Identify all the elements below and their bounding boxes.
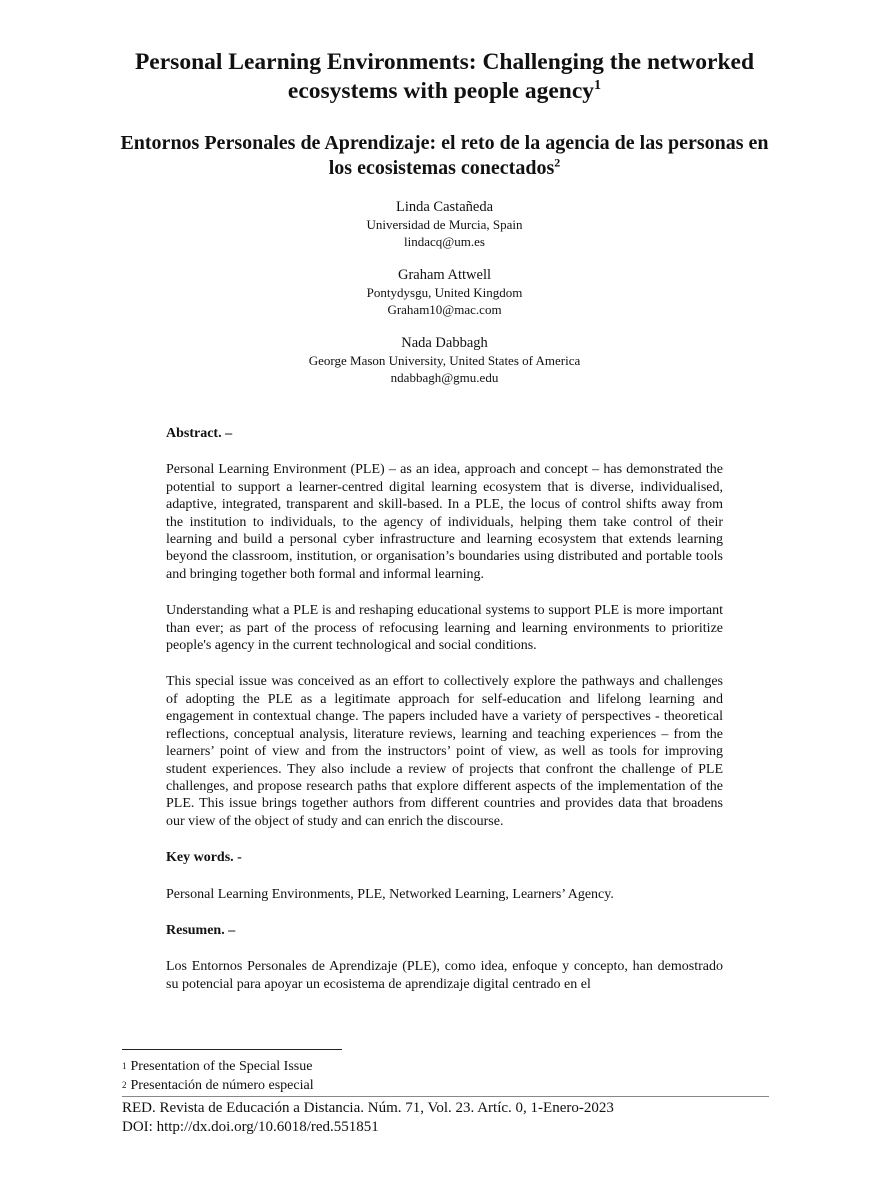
footnote-divider bbox=[122, 1049, 342, 1050]
abstract-heading: Abstract. – bbox=[166, 426, 233, 441]
paper-title bbox=[90, 48, 799, 106]
author-list bbox=[0, 198, 889, 402]
paper-subtitle-text: Entornos Personales de Aprendizaje: el reto de la agencia de las personas en los ecosistemas conectados bbox=[120, 132, 769, 179]
abstract-paragraph: This special issue was conceived as an effort to collectively explore the pathways and challenges of adopting the PLE as a legitimate approach for self-education and lifelong learning and engagement in contextual change. The papers included have a variety of perspectives - theoretical reflections, conceptual analysis, literature reviews, learning and teaching experiences – from the learners’ point of view and from the instructors’ point of view, as well as tools for improving student experiences. They also include a review of projects that confront the challenge of PLE challenges, and propose research paths that explore different aspects of the implementation of the PLE. This issue brings together authors from different countries and provides data that broadens our view of the object of study and can enrich the discourse. bbox=[166, 674, 723, 829]
footnote-text: Presentación de número especial bbox=[130, 1078, 314, 1093]
footer-divider bbox=[122, 1096, 769, 1097]
paper-body bbox=[166, 425, 723, 993]
author-name: Linda Castañeda bbox=[395, 199, 494, 215]
paper-title-text: Personal Learning Environments: Challenging the networked ecosystems with people agency bbox=[134, 49, 755, 104]
author-email: Graham10@mac.com bbox=[387, 302, 502, 317]
author-name: Graham Attwell bbox=[397, 267, 492, 283]
paper-subtitle bbox=[120, 131, 769, 181]
author-email: lindacq@um.es bbox=[404, 234, 485, 249]
footnote-number: 1 bbox=[122, 1061, 127, 1071]
footnote-item bbox=[122, 1057, 314, 1076]
title-footnote-marker: 1 bbox=[594, 77, 602, 94]
author-block bbox=[0, 198, 889, 250]
keywords-heading: Key words. - bbox=[166, 850, 242, 866]
journal-citation: RED. Revista de Educación a Distancia. Núm. 71, Vol. 23. Artíc. 0, 1-Enero-2023 bbox=[122, 1100, 614, 1116]
page-footer bbox=[122, 1099, 614, 1137]
footnotes bbox=[122, 1057, 314, 1095]
author-affiliation: George Mason University, United States of America bbox=[308, 353, 581, 368]
author-block bbox=[0, 334, 889, 386]
author-name: Nada Dabbagh bbox=[401, 335, 488, 351]
author-email: ndabbagh@gmu.edu bbox=[390, 370, 499, 385]
footnote-item bbox=[122, 1076, 314, 1095]
resumen-text: Los Entornos Personales de Aprendizaje (PLE), como idea, enfoque y concepto, han demostrado su potencial para apoyar un ecosistema de aprendizaje digital centrado en el bbox=[166, 959, 723, 992]
abstract-paragraph: Understanding what a PLE is and reshaping educational systems to support PLE is more important than ever; as part of the process of refocusing learning and learning environments to prioritize people's agency in the current technological and social conditions. bbox=[166, 603, 723, 654]
abstract-paragraph: Personal Learning Environment (PLE) – as an idea, approach and concept – has demonstrated the potential to support a learner-centred digital learning ecosystem that is diverse, individualised, adaptive, integrated, transparent and skill-based. In a PLE, the locus of control shifts away from the institution to individuals, to the agency of individuals, helping them take control of their learning and build a personal cyber infrastructure and learning ecosystem that extends learning beyond the classroom, institution, or organisation’s boundaries using distributed and portable tools and bringing together both formal and informal learning. bbox=[166, 462, 723, 582]
footnote-number: 2 bbox=[122, 1080, 127, 1090]
doi-link[interactable]: DOI: http://dx.doi.org/10.6018/red.551851 bbox=[122, 1119, 379, 1135]
keywords-text: Personal Learning Environments, PLE, Networked Learning, Learners’ Agency. bbox=[166, 886, 614, 902]
footnote-text: Presentation of the Special Issue bbox=[130, 1059, 313, 1074]
subtitle-footnote-marker: 2 bbox=[554, 155, 561, 170]
author-affiliation: Pontydysgu, United Kingdom bbox=[366, 285, 523, 300]
author-block bbox=[0, 266, 889, 318]
author-affiliation: Universidad de Murcia, Spain bbox=[366, 217, 523, 232]
resumen-heading: Resumen. – bbox=[166, 922, 236, 938]
